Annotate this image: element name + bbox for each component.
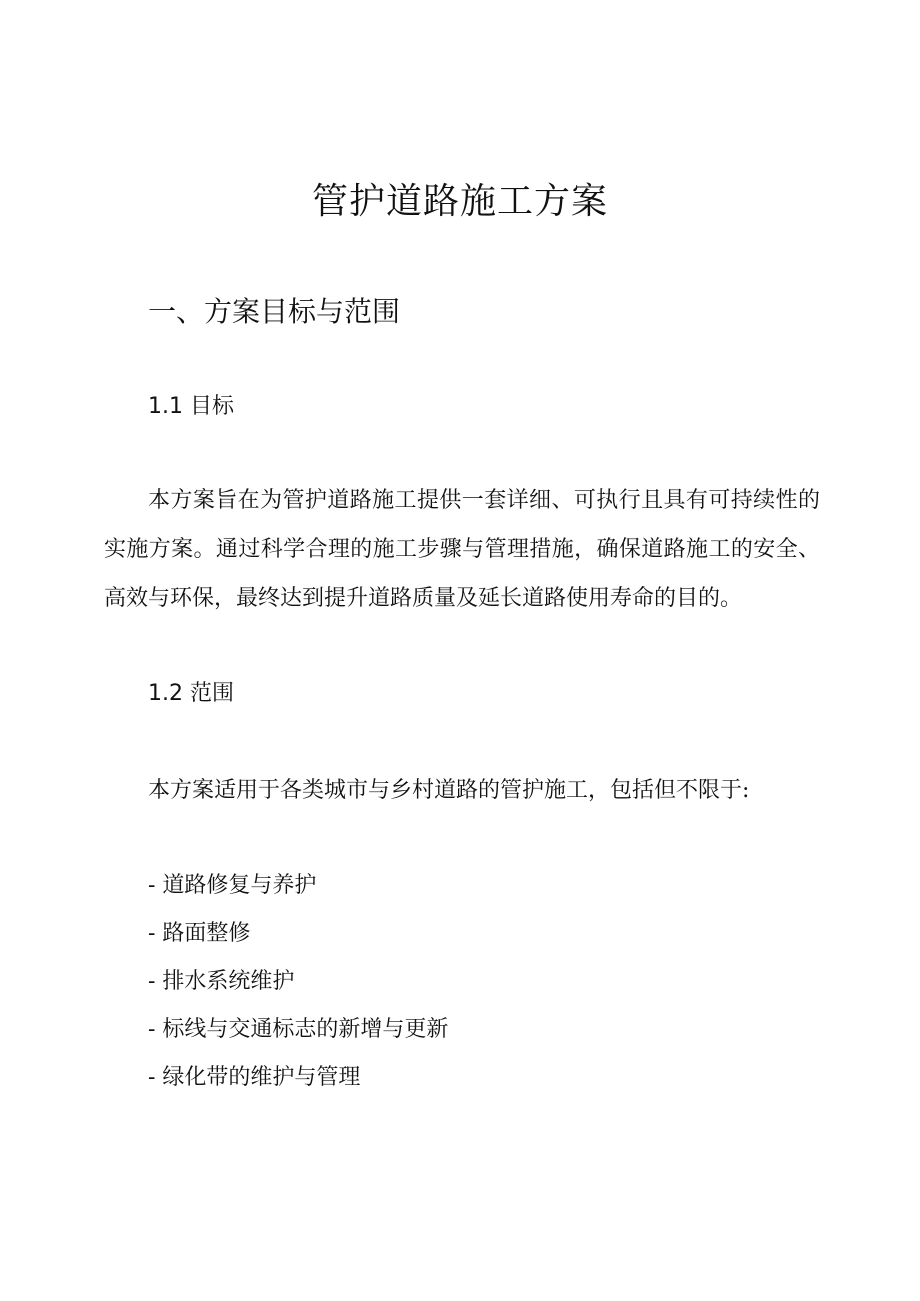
list-item: - 道路修复与养护 xyxy=(148,873,317,898)
scope-list xyxy=(148,862,448,1102)
list-item: - 标线与交通标志的新增与更新 xyxy=(148,1017,449,1042)
goals-paragraph: 本方案旨在为管护道路施工提供一套详细、可执行且具有可持续性的实施方案。通过科学合理的施工步骤与管理措施，确保道路施工的安全、高效与环保，最终达到提升道路质量及延长道路使用寿命的目的。 xyxy=(104,488,820,611)
subheading-goals: 1.1 目标 xyxy=(148,394,234,419)
scope-paragraph: 本方案适用于各类城市与乡村道路的管护施工，包括但不限于: xyxy=(148,778,750,803)
section-heading-goals-scope: 一、方案目标与范围 xyxy=(148,295,401,328)
list-item: - 绿化带的维护与管理 xyxy=(148,1065,361,1090)
list-item: - 路面整修 xyxy=(148,921,251,946)
list-item: - 排水系统维护 xyxy=(148,969,295,994)
subheading-scope: 1.2 范围 xyxy=(148,681,234,706)
document-title: 管护道路施工方案 xyxy=(311,181,608,222)
